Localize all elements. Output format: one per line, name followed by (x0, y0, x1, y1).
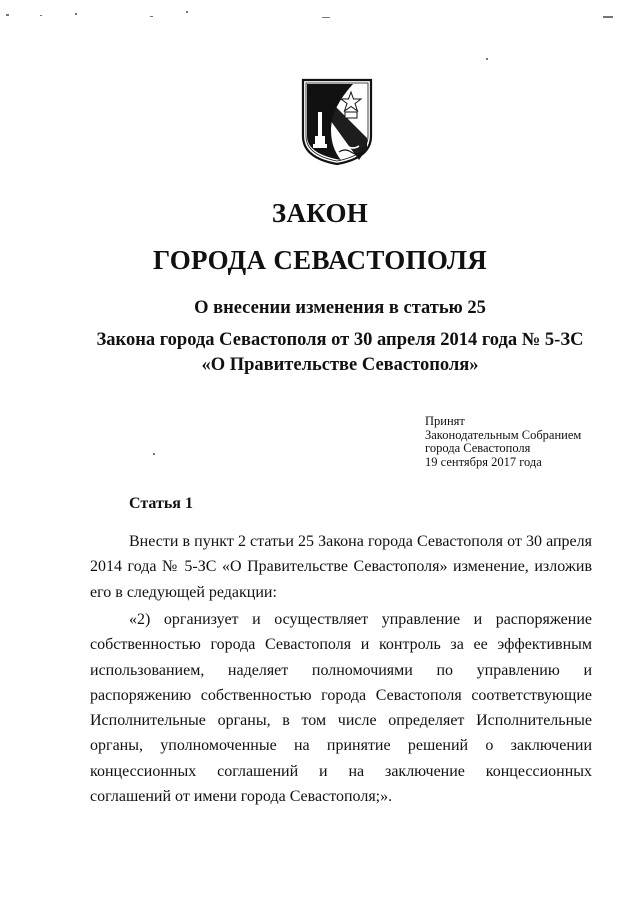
scan-speck (40, 15, 42, 16)
document-title: ЗАКОН (271, 198, 369, 228)
scan-speck (153, 453, 155, 455)
adoption-info-line: города Севастополя (425, 441, 531, 455)
adoption-date: 19 сентября 2017 года (425, 454, 542, 469)
document-subtitle-line: Закона города Севастополя от 30 апреля 2014 года № 5-ЗС (96, 330, 584, 350)
scan-speck (486, 58, 488, 60)
adoption-info-line: Законодательным Собранием (425, 427, 582, 442)
document-title-city: ГОРОДА СЕВАСТОПОЛЯ (152, 245, 488, 275)
article-heading: Статья 1 (129, 495, 193, 512)
article-paragraph: «2) организует и осуществляет управление и распоряжение собственностью города Севастополя и контроль за ее эффективным использованием, наделяет полномочиями по управлению и распоряжению собственностью города Севастополя соответствующие Исполнительные органы, в том числе определяет Исполнительные органы, уполномоченные на принятие решений о заключении концессионных соглашений и на заключение концессионных соглашений от имени города Севастополя;». (90, 611, 592, 806)
scan-speck (322, 17, 330, 18)
sevastopol-coat-of-arms-icon (301, 78, 373, 166)
article-paragraph: Внести в пункт 2 статьи 25 Закона города Севастополя от 30 апреля 2014 года № 5-ЗС «О Правительстве Севастополя» изменение, изложив его в следующей редакции: (90, 533, 592, 601)
scan-speck (6, 14, 9, 16)
adoption-info (425, 415, 581, 469)
scan-speck (75, 13, 77, 15)
scan-speck (186, 11, 188, 13)
document-subtitle-line: «О Правительстве Севастополя» (201, 355, 479, 375)
document-subtitle-line: О внесении изменения в статью 25 (194, 298, 486, 318)
scan-speck (150, 16, 153, 17)
adoption-info-line: Принят (425, 414, 465, 428)
scan-speck (603, 16, 613, 18)
